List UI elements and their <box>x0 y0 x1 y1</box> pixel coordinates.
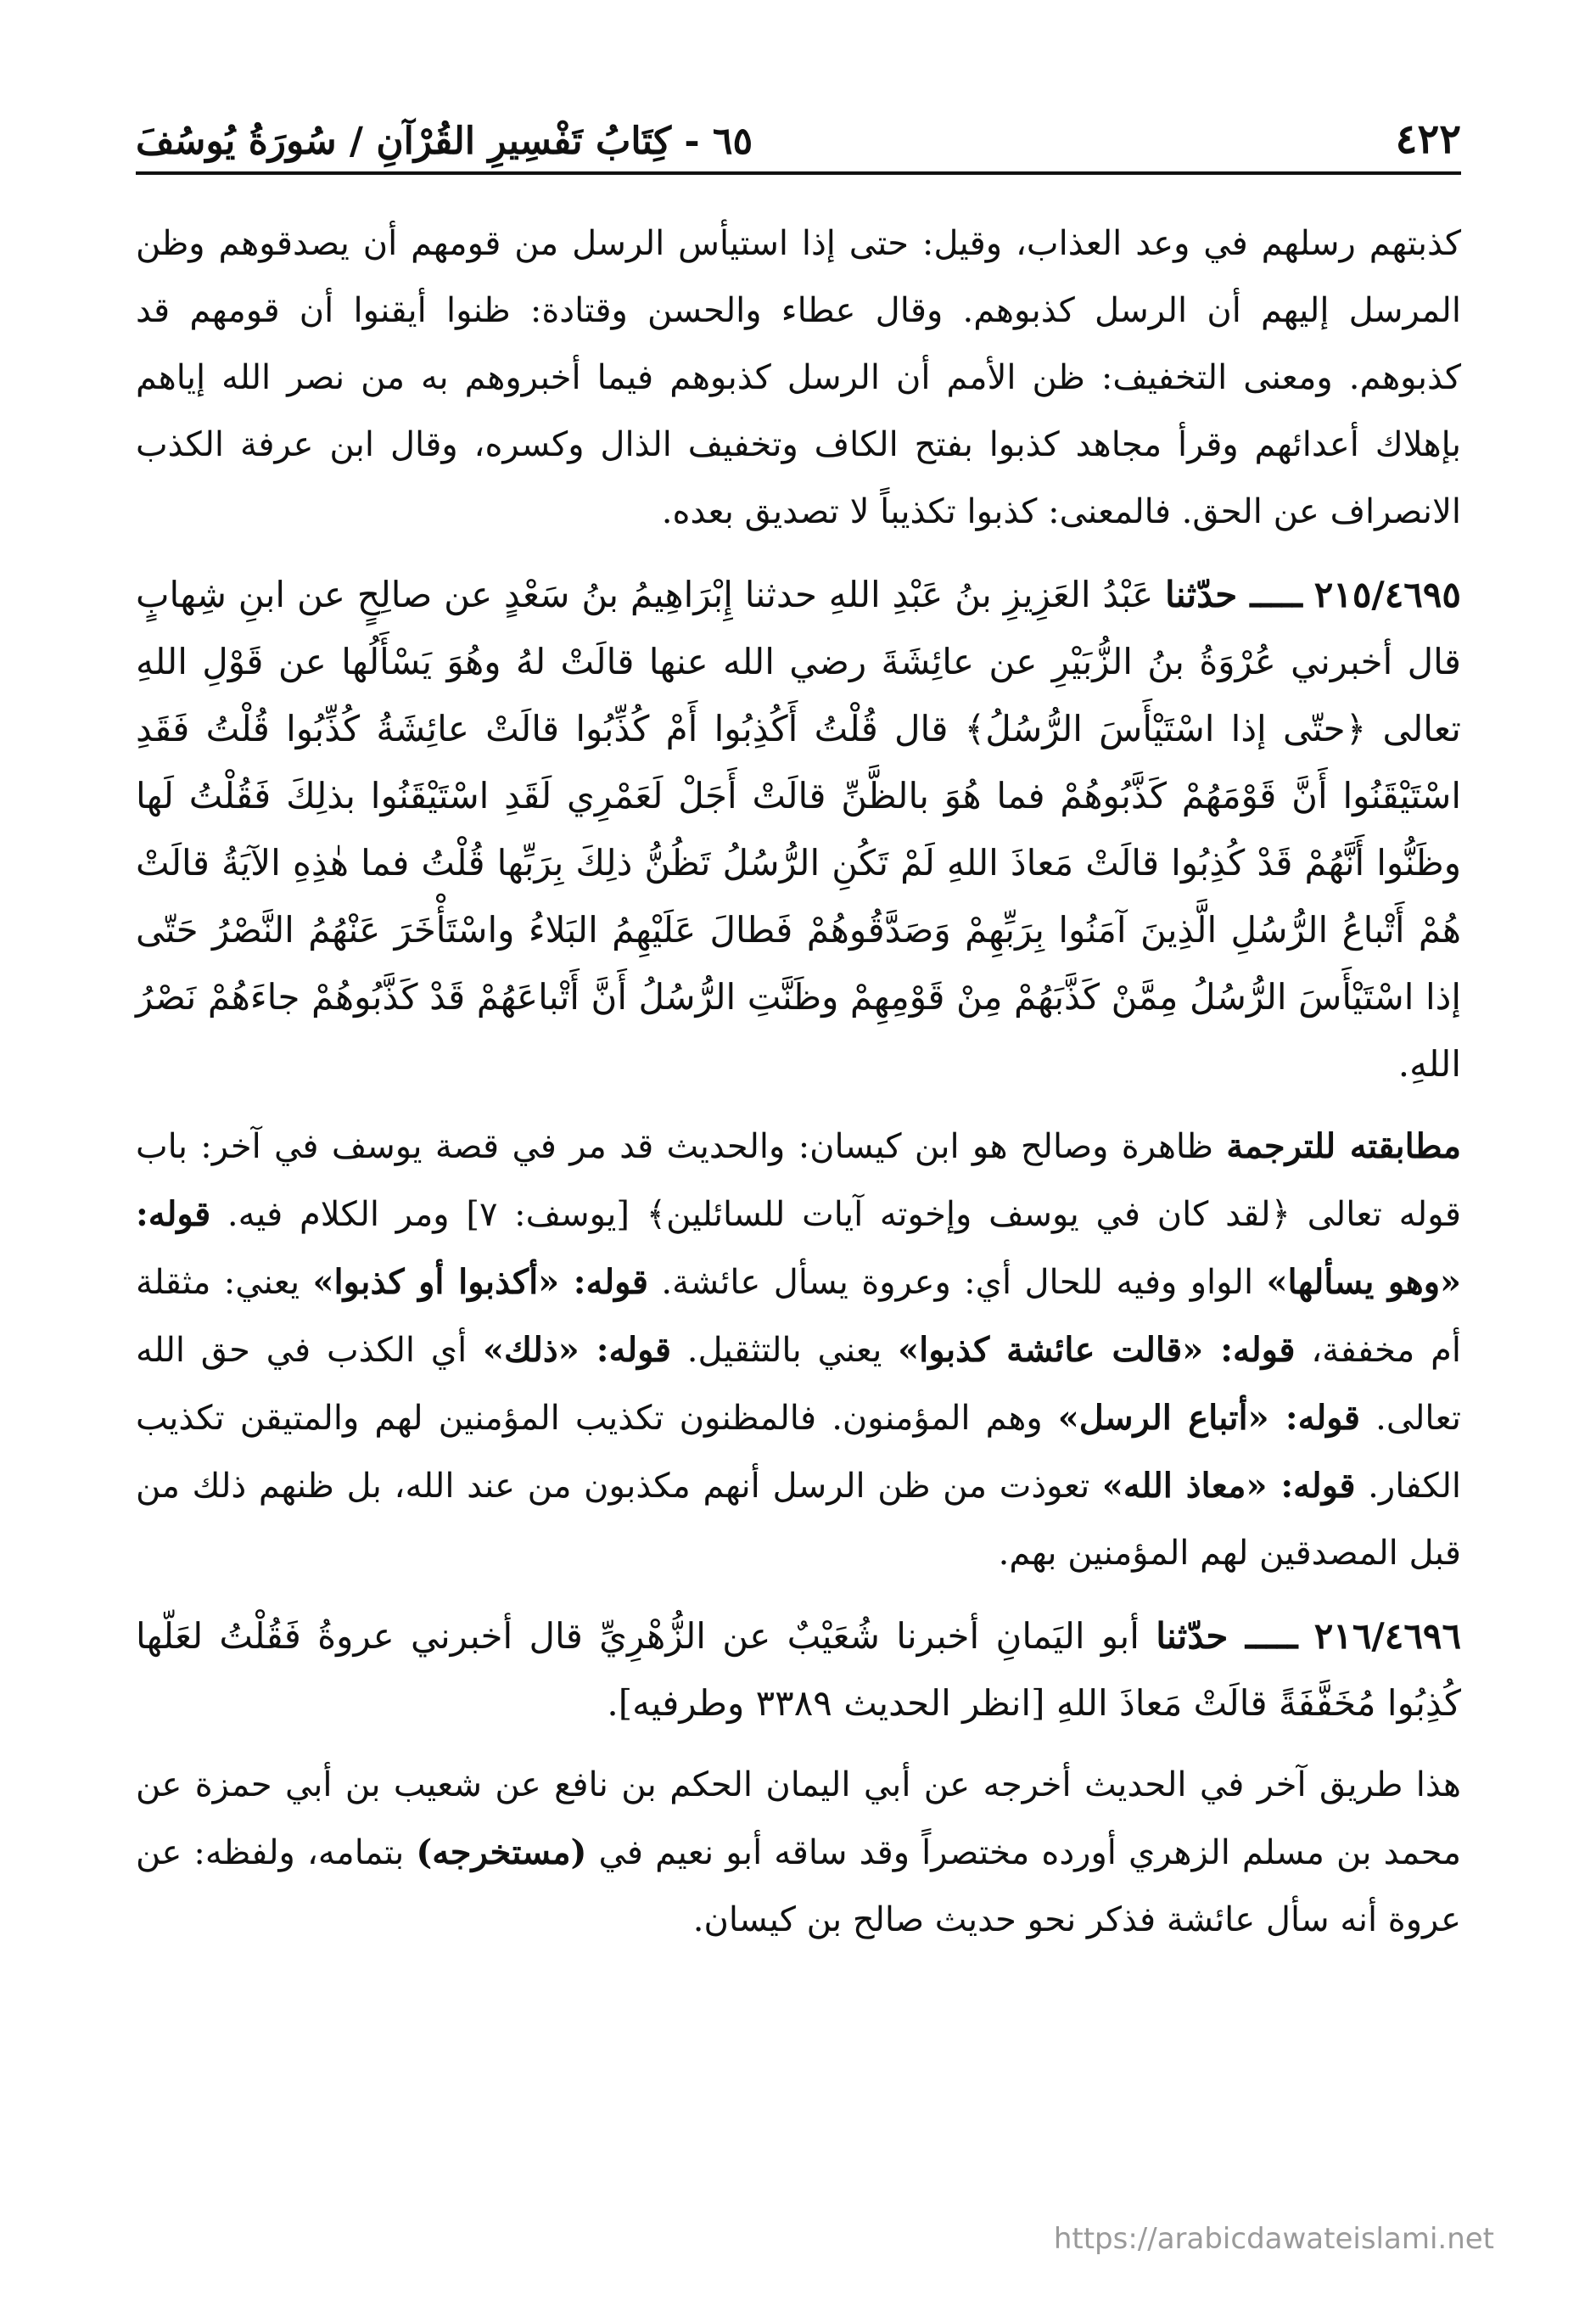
seg-bold: قوله: «معاذ الله» <box>1101 1466 1356 1506</box>
seg-bold: (مستخرجه) <box>416 1832 587 1872</box>
hadith-number: ٢١٦/٤٦٩٦ <box>1313 1615 1461 1657</box>
seg: هذا طريق آخر في الحديث أخرجه عن أبي اليمان الحكم بن نافع عن شعيب بن أبي حمزة عن محمد بن مسلم الزهري أورده مختصراً وقد ساقه أبو نعيم في <box>136 1765 1462 1872</box>
page-content <box>136 210 1461 1954</box>
hadith-haddathana: ـــــ حدّثنا <box>1165 574 1302 615</box>
seg-bold: قوله: «أتباع الرسل» <box>1057 1398 1361 1438</box>
hadith-4695 <box>136 561 1461 1097</box>
watermark-url: https://arabicdawateislami.net <box>1053 2222 1494 2256</box>
commentary-paragraph <box>136 210 1461 546</box>
seg: يعني: مثقلة أم مخففة، <box>136 1263 1462 1370</box>
seg-bold: قوله: «ذلك» <box>483 1330 671 1370</box>
seg: الواو وفيه للحال أي: وعروة يسأل عائشة. <box>647 1263 1267 1302</box>
haddathana-word: حدّثنا <box>1156 1615 1229 1657</box>
page-header <box>136 100 1461 175</box>
commentary-paragraph <box>136 1752 1461 1954</box>
running-title: ٦٥ - كِتَابُ تَفْسِيرِ القُرْآنِ / سُورَةُ يُوسُفَ <box>136 120 753 163</box>
seg-bold: قوله: «أكذبوا أو كذبوا» <box>312 1262 648 1302</box>
seg: وهم المؤمنون. فالمظنون تكذيب المؤمنين لهم والمتيقن تكذيب الكفار. <box>136 1399 1461 1506</box>
commentary-text: كذبتهم رسلهم في وعد العذاب، وقيل: حتى إذا استيأس الرسل من قومهم أن يصدقوهم وظن المرسل إليهم أن الرسل كذبوهم. وقال عطاء والحسن وقتادة: ظنوا أيقنوا أن قومهم قد كذبوهم. ومعنى التخفيف: ظن الأمم أن الرسل كذبوهم فيما أخبروهم به من نصر الله إياهم بإهلاك أعدائهم وقرأ مجاهد كذبوا بفتح الكاف وتخفيف الذال وكسره، وقال ابن عرفة الكذب الانصراف عن الحق. فالمعنى: كذبوا تكذيباً لا تصديق بعده. <box>136 224 1461 531</box>
hadith-text: عَبْدُ العَزِيزِ بنُ عَبْدِ اللهِ حدثنا إِبْرَاهِيمُ بنُ سَعْدٍ عن صالِحٍ عن ابنِ شِهابٍ قال أخبرني عُرْوَةُ بنُ الزُّبَيْرِ عن عائِشَةَ رضي الله عنها قالَتْ لهُ وهُوَ يَسْأَلُها عن قَوْلِ اللهِ تعالى ﴿حتّى إذا اسْتَيْأَسَ الرُّسُلُ﴾ قال قُلْتُ أَكُذِبُوا أَمْ كُذِّبُوا قالَتْ عائِشَةُ كُذِّبُوا قُلْتُ فَقَدِ اسْتَيْقَنُوا أَنَّ قَوْمَهُمْ كَذَّبُوهُمْ فما هُوَ بالظَّنِّ قالَتْ أَجَلْ لَعَمْرِي لَقَدِ اسْتَيْقَنُوا بذلِكَ فَقُلْتُ لَها وظَنُّوا أَنَّهُمْ قَدْ كُذِبُوا قالَتْ مَعاذَ اللهِ لَمْ تَكُنِ الرُّسُلُ تَظُنُّ ذلِكَ بِرَبِّها قُلْتُ فما هٰذِهِ الآيَةُ قالَتْ هُمْ أَتْباعُ الرُّسُلِ الَّذِينَ آمَنُوا بِرَبِّهِمْ وَصَدَّقُوهُمْ فَطالَ عَلَيْهِمُ البَلاءُ واسْتَأْخَرَ عَنْهُمُ النَّصْرُ حَتّى إذا اسْتَيْأَسَ الرُّسُلُ مِمَّنْ كَذَّبَهُمْ مِنْ قَوْمِهِمْ وظَنَّتِ الرُّسُلُ أَنَّ أَتْباعَهُمْ قَدْ كَذَّبُوهُمْ جاءَهُمْ نَصْرُ اللهِ. <box>136 574 1461 1085</box>
commentary-paragraph <box>136 1113 1461 1587</box>
seg: يعني بالتثقيل. <box>670 1331 899 1370</box>
page-number: ٤٢٢ <box>1395 115 1461 163</box>
hadith-4696 <box>136 1602 1461 1737</box>
commentary-lead: مطابقته للترجمة <box>1226 1126 1461 1166</box>
seg: ظاهرة وصالح هو ابن كيسان: والحديث قد مر في قصة يوسف في آخر: باب قوله تعالى ﴿لقد كان في يوسف وإخوته آيات للسائلين﴾ [يوسف: ٧] ومر الكلام فيه. <box>136 1127 1461 1234</box>
seg: أي الكذب في حق الله تعالى. <box>136 1331 1462 1438</box>
hadith-text: أبو اليَمانِ أخبرنا شُعَيْبٌ عن الزُّهْرِيِّ قال أخبرني عروةُ فَقُلْتُ لعَلّها كُذِبُوا مُخَفَّفَةً قالَتْ مَعاذَ اللهِ [انظر الحديث ٣٣٨٩ وطرفيه]. <box>136 1615 1461 1724</box>
hadith-haddathana: ـــــ حدّثنا <box>1156 1615 1298 1657</box>
seg-bold: قوله: «وهو يسألها» <box>136 1194 1462 1302</box>
haddathana-word: حدّثنا <box>1165 574 1238 615</box>
seg: تعوذت من ظن الرسل أنهم مكذبون من عند الله، بل ظنهم ذلك من قبل المصدقين لهم المؤمنين بهم. <box>136 1467 1461 1573</box>
hadith-number: ٢١٥/٤٦٩٥ <box>1313 574 1461 615</box>
seg-bold: قوله: «قالت عائشة كذبوا» <box>898 1330 1296 1370</box>
seg: بتمامه، ولفظه: عن عروة أنه سأل عائشة فذكر نحو حديث صالح بن كيسان. <box>136 1833 1461 1939</box>
